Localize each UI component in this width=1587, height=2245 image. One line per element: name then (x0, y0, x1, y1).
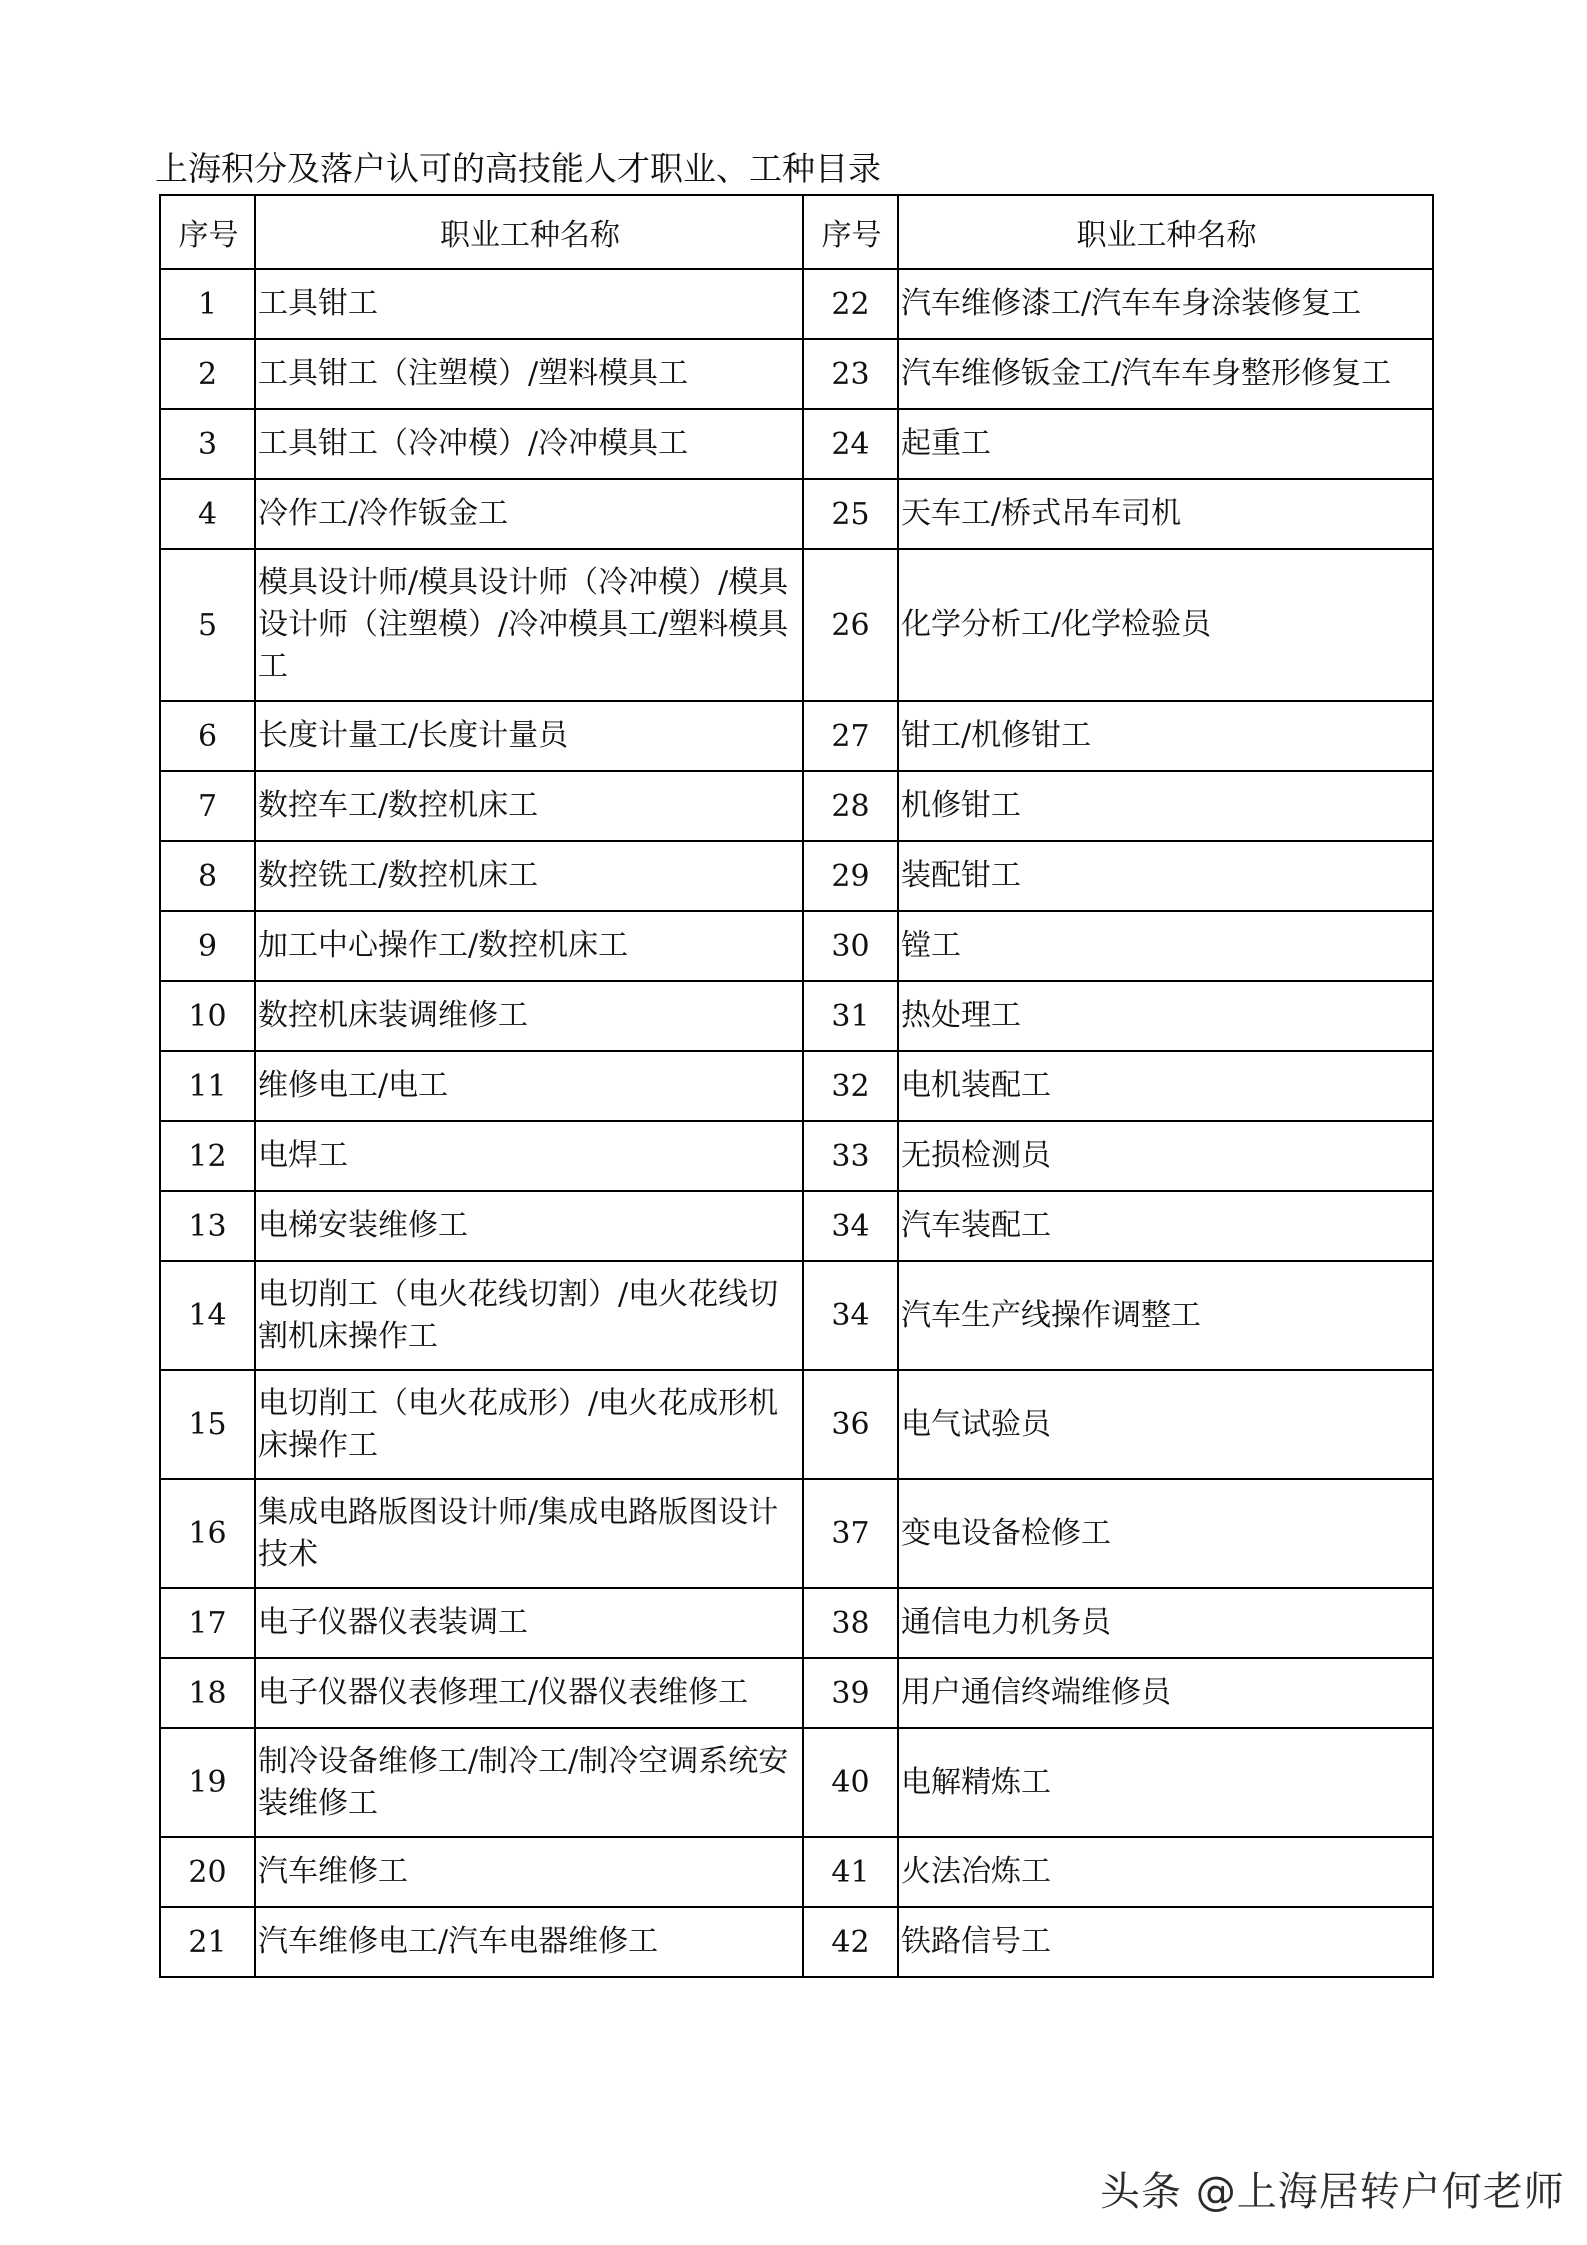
name-cell: 电切削工（电火花线切割）/电火花线切割机床操作工 (255, 1261, 803, 1370)
seq-cell: 34 (803, 1261, 898, 1370)
seq-cell: 41 (803, 1837, 898, 1907)
seq-cell: 28 (803, 771, 898, 841)
seq-cell: 40 (803, 1728, 898, 1837)
seq-cell: 18 (160, 1658, 255, 1728)
name-cell: 维修电工/电工 (255, 1051, 803, 1121)
name-cell: 汽车生产线操作调整工 (898, 1261, 1433, 1370)
seq-cell: 21 (160, 1907, 255, 1977)
seq-cell: 29 (803, 841, 898, 911)
name-cell: 工具钳工 (255, 269, 803, 339)
table-row (160, 981, 1433, 1051)
seq-cell: 30 (803, 911, 898, 981)
name-cell: 汽车维修工 (255, 1837, 803, 1907)
name-cell: 装配钳工 (898, 841, 1433, 911)
name-cell: 电梯安装维修工 (255, 1191, 803, 1261)
table-header-row (160, 195, 1433, 269)
seq-cell: 39 (803, 1658, 898, 1728)
seq-cell: 22 (803, 269, 898, 339)
name-cell: 集成电路版图设计师/集成电路版图设计技术 (255, 1479, 803, 1588)
header-seq-left: 序号 (160, 195, 255, 269)
seq-cell: 5 (160, 549, 255, 701)
name-cell: 通信电力机务员 (898, 1588, 1433, 1658)
seq-cell: 38 (803, 1588, 898, 1658)
name-cell: 变电设备检修工 (898, 1479, 1433, 1588)
seq-cell: 4 (160, 479, 255, 549)
name-cell: 天车工/桥式吊车司机 (898, 479, 1433, 549)
seq-cell: 10 (160, 981, 255, 1051)
name-cell: 电机装配工 (898, 1051, 1433, 1121)
seq-cell: 32 (803, 1051, 898, 1121)
seq-cell: 37 (803, 1479, 898, 1588)
occupation-table (159, 194, 1434, 1978)
seq-cell: 26 (803, 549, 898, 701)
seq-cell: 12 (160, 1121, 255, 1191)
table-row (160, 771, 1433, 841)
name-cell: 数控车工/数控机床工 (255, 771, 803, 841)
name-cell: 电切削工（电火花成形）/电火花成形机床操作工 (255, 1370, 803, 1479)
name-cell: 冷作工/冷作钣金工 (255, 479, 803, 549)
name-cell: 起重工 (898, 409, 1433, 479)
seq-cell: 42 (803, 1907, 898, 1977)
table-row (160, 1261, 1433, 1370)
table-row (160, 841, 1433, 911)
seq-cell: 2 (160, 339, 255, 409)
name-cell: 加工中心操作工/数控机床工 (255, 911, 803, 981)
name-cell: 工具钳工（冷冲模）/冷冲模具工 (255, 409, 803, 479)
name-cell: 电子仪器仪表修理工/仪器仪表维修工 (255, 1658, 803, 1728)
name-cell: 汽车维修电工/汽车电器维修工 (255, 1907, 803, 1977)
name-cell: 镗工 (898, 911, 1433, 981)
table-row (160, 911, 1433, 981)
name-cell: 数控铣工/数控机床工 (255, 841, 803, 911)
name-cell: 电子仪器仪表装调工 (255, 1588, 803, 1658)
table-row (160, 1370, 1433, 1479)
name-cell: 热处理工 (898, 981, 1433, 1051)
seq-cell: 36 (803, 1370, 898, 1479)
table-row (160, 1121, 1433, 1191)
table-row (160, 1588, 1433, 1658)
name-cell: 电解精炼工 (898, 1728, 1433, 1837)
seq-cell: 25 (803, 479, 898, 549)
name-cell: 电气试验员 (898, 1370, 1433, 1479)
name-cell: 汽车维修漆工/汽车车身涂装修复工 (898, 269, 1433, 339)
table-row (160, 1051, 1433, 1121)
name-cell: 钳工/机修钳工 (898, 701, 1433, 771)
watermark-text: 头条 @上海居转户何老师 (1100, 2169, 1565, 2215)
table-row (160, 1658, 1433, 1728)
seq-cell: 7 (160, 771, 255, 841)
table-row (160, 549, 1433, 701)
name-cell: 制冷设备维修工/制冷工/制冷空调系统安装维修工 (255, 1728, 803, 1837)
name-cell: 无损检测员 (898, 1121, 1433, 1191)
table-row (160, 1837, 1433, 1907)
seq-cell: 9 (160, 911, 255, 981)
name-cell: 长度计量工/长度计量员 (255, 701, 803, 771)
name-cell: 工具钳工（注塑模）/塑料模具工 (255, 339, 803, 409)
table-row (160, 269, 1433, 339)
seq-cell: 27 (803, 701, 898, 771)
seq-cell: 23 (803, 339, 898, 409)
seq-cell: 13 (160, 1191, 255, 1261)
table-row (160, 409, 1433, 479)
seq-cell: 33 (803, 1121, 898, 1191)
name-cell: 数控机床装调维修工 (255, 981, 803, 1051)
seq-cell: 31 (803, 981, 898, 1051)
seq-cell: 16 (160, 1479, 255, 1588)
table-row (160, 339, 1433, 409)
header-name-left: 职业工种名称 (255, 195, 803, 269)
seq-cell: 1 (160, 269, 255, 339)
seq-cell: 15 (160, 1370, 255, 1479)
name-cell: 化学分析工/化学检验员 (898, 549, 1433, 701)
name-cell: 汽车维修钣金工/汽车车身整形修复工 (898, 339, 1433, 409)
table-row (160, 701, 1433, 771)
name-cell: 机修钳工 (898, 771, 1433, 841)
seq-cell: 34 (803, 1191, 898, 1261)
document-title: 上海积分及落户认可的高技能人才职业、工种目录 (155, 149, 881, 188)
seq-cell: 24 (803, 409, 898, 479)
table-row (160, 479, 1433, 549)
seq-cell: 8 (160, 841, 255, 911)
table-row (160, 1728, 1433, 1837)
header-seq-right: 序号 (803, 195, 898, 269)
name-cell: 火法冶炼工 (898, 1837, 1433, 1907)
seq-cell: 17 (160, 1588, 255, 1658)
table-row (160, 1191, 1433, 1261)
name-cell: 汽车装配工 (898, 1191, 1433, 1261)
seq-cell: 19 (160, 1728, 255, 1837)
seq-cell: 6 (160, 701, 255, 771)
name-cell: 用户通信终端维修员 (898, 1658, 1433, 1728)
seq-cell: 11 (160, 1051, 255, 1121)
table-row (160, 1907, 1433, 1977)
seq-cell: 3 (160, 409, 255, 479)
seq-cell: 14 (160, 1261, 255, 1370)
name-cell: 电焊工 (255, 1121, 803, 1191)
name-cell: 模具设计师/模具设计师（冷冲模）/模具设计师（注塑模）/冷冲模具工/塑料模具工 (255, 549, 803, 701)
table-row (160, 1479, 1433, 1588)
seq-cell: 20 (160, 1837, 255, 1907)
name-cell: 铁路信号工 (898, 1907, 1433, 1977)
header-name-right: 职业工种名称 (898, 195, 1433, 269)
